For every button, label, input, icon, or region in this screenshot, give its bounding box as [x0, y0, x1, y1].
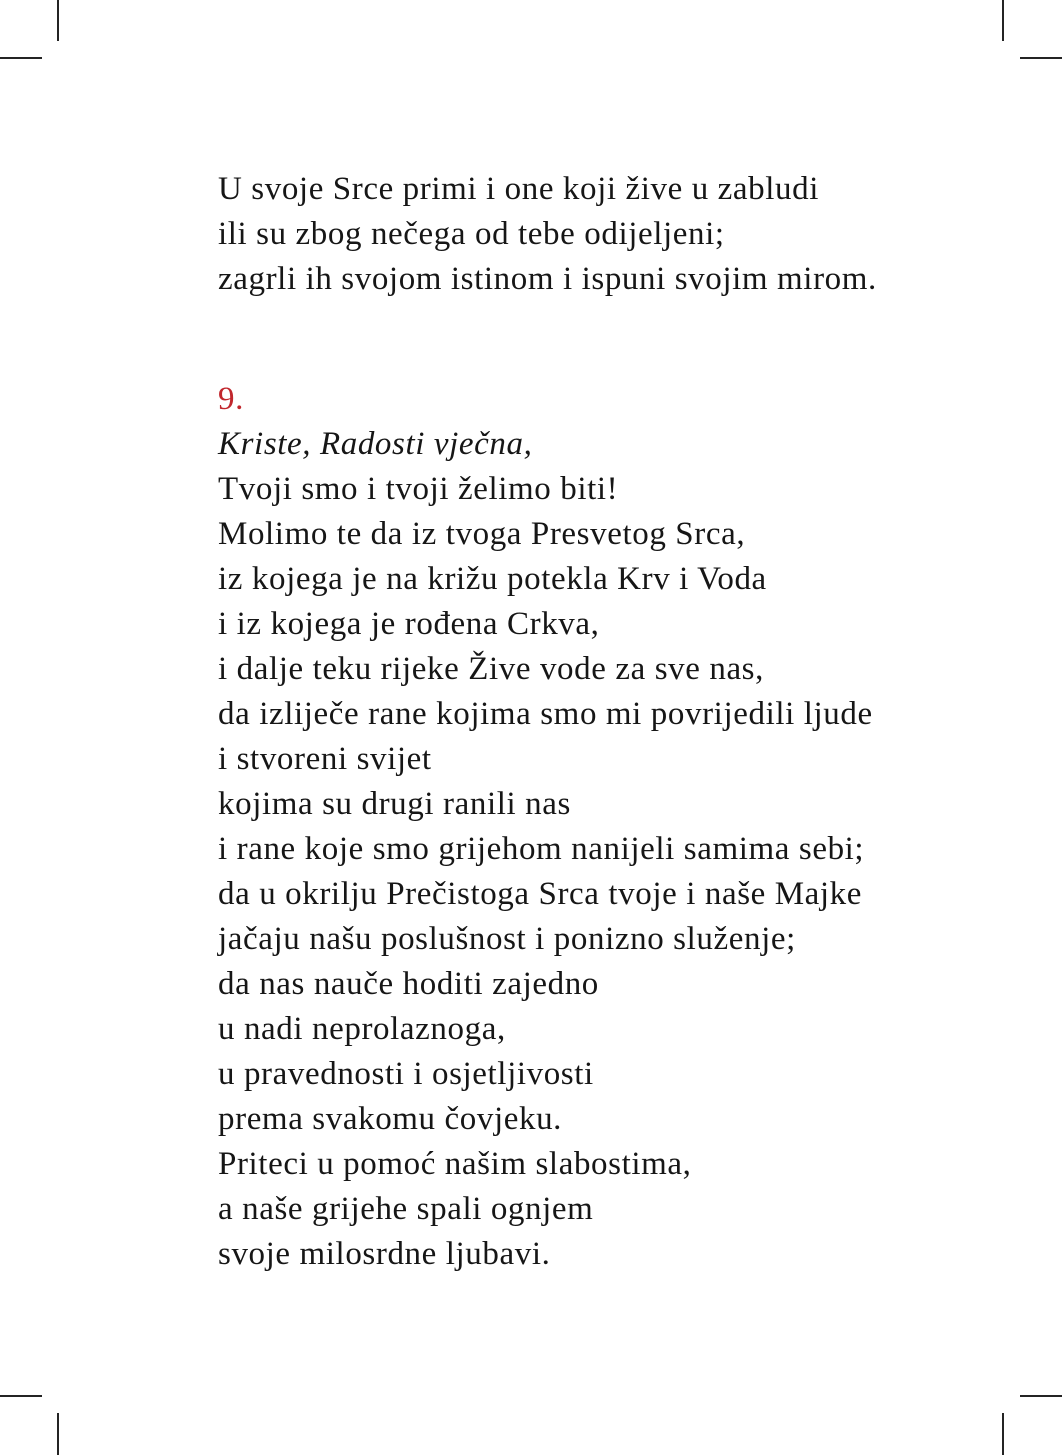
text-line: kojima su drugi ranili nas [218, 786, 571, 822]
text-line: Molimo te da iz tvoga Presvetog Srca, [218, 516, 746, 552]
text-line: i stvoreni svijet [218, 741, 432, 777]
text-line: svoje milosrdne ljubavi. [218, 1236, 551, 1272]
crop-mark-bottom-left-horizontal-icon [0, 1395, 42, 1397]
text-line: U svoje Srce primi i one koji žive u zabludi [218, 171, 820, 207]
section-number: 9. [218, 381, 244, 417]
text-line: u pravednosti i osjetljivosti [218, 1056, 594, 1092]
text-line: da nas nauče hoditi zajedno [218, 966, 599, 1002]
text-line: i dalje teku rijeke Žive vode za sve nas, [218, 651, 764, 687]
crop-mark-top-left-vertical-icon [57, 0, 59, 41]
text-line: jačaju našu poslušnost i ponizno služenje; [218, 921, 796, 957]
text-line: zagrli ih svojom istinom i ispuni svojim mirom. [218, 261, 877, 297]
text-line: Priteci u pomoć našim slabostima, [218, 1146, 692, 1182]
crop-mark-top-right-horizontal-icon [1020, 57, 1062, 59]
crop-mark-bottom-left-vertical-icon [57, 1413, 59, 1455]
text-line: Tvoji smo i tvoji želimo biti! [218, 471, 619, 507]
text-line: a naše grijehe spali ognjem [218, 1191, 594, 1227]
section-invocation: Kriste, Radosti vječna, [218, 426, 533, 462]
crop-mark-top-left-horizontal-icon [0, 57, 42, 59]
prayer-body [218, 467, 938, 1277]
text-line: ili su zbog nečega od tebe odijeljeni; [218, 216, 725, 252]
text-line: i rane koje smo grijehom nanijeli samima sebi; [218, 831, 865, 867]
text-line: da izliječe rane kojima smo mi povrijedili ljude [218, 696, 873, 732]
crop-mark-top-right-vertical-icon [1002, 0, 1004, 41]
text-line: u nadi neprolaznoga, [218, 1011, 506, 1047]
prayer-text-block [218, 167, 938, 1277]
crop-mark-bottom-right-horizontal-icon [1020, 1395, 1062, 1397]
text-line: prema svakomu čovjeku. [218, 1101, 563, 1137]
intro-stanza [218, 167, 938, 302]
text-line: da u okrilju Prečistoga Srca tvoje i naše Majke [218, 876, 863, 912]
crop-mark-bottom-right-vertical-icon [1002, 1413, 1004, 1455]
text-line: i iz kojega je rođena Crkva, [218, 606, 600, 642]
text-line: iz kojega je na križu potekla Krv i Voda [218, 561, 767, 597]
